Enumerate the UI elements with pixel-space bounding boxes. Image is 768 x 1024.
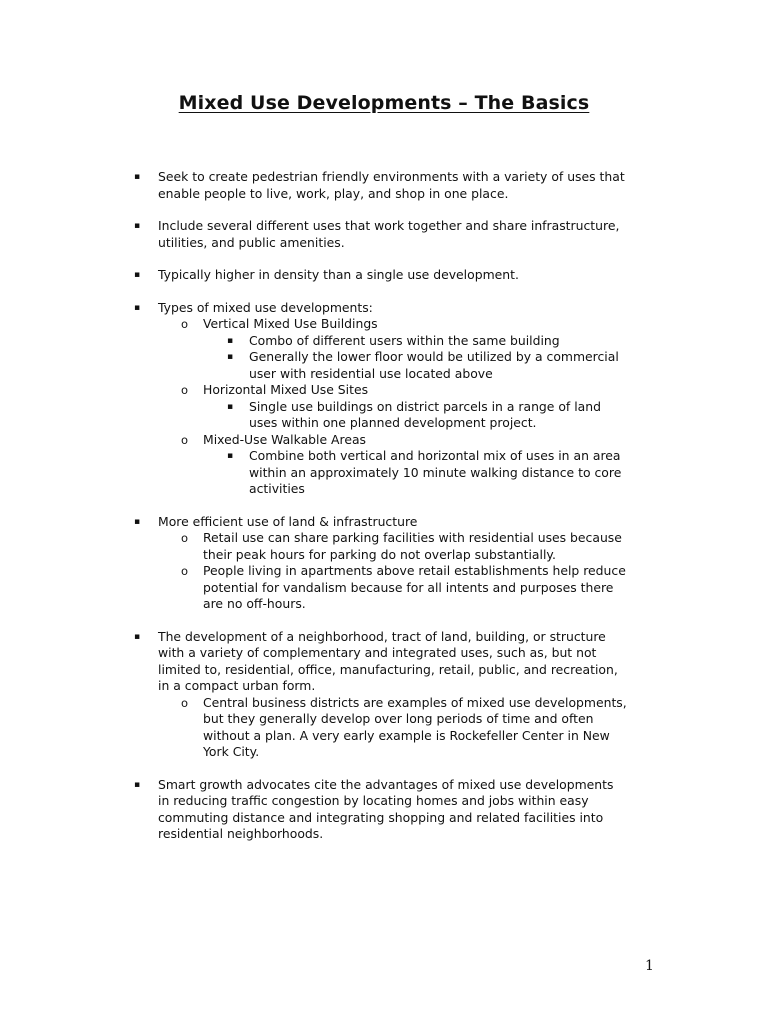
bullet-text: Combo of different users within the same building bbox=[249, 332, 560, 348]
square-bullet-marker: ▪ bbox=[134, 172, 141, 182]
sub-bullet-item bbox=[0, 432, 637, 449]
bullet-text: More efficient use of land & infrastructure bbox=[158, 513, 418, 529]
document-body bbox=[0, 169, 768, 843]
bullet-text: Vertical Mixed Use Buildings bbox=[203, 316, 378, 331]
sub-sub-bullet-item bbox=[0, 448, 629, 498]
square-bullet-marker: ▪ bbox=[227, 335, 234, 346]
circle-bullet-marker: o bbox=[181, 432, 189, 447]
page-number: 1 bbox=[645, 958, 654, 974]
square-bullet-marker: ▪ bbox=[227, 401, 234, 412]
circle-bullet-marker: o bbox=[181, 695, 189, 710]
sub-bullet-item bbox=[0, 530, 637, 563]
bullet-text: Typically higher in density than a single use development. bbox=[158, 267, 519, 282]
bullet-item bbox=[0, 169, 628, 202]
sub-bullet-item bbox=[0, 695, 637, 761]
bullet-item bbox=[0, 267, 628, 284]
bullet-text: Combine both vertical and horizontal mix of uses in an area within an approximately 10 minute walking distance to core activities bbox=[249, 448, 622, 496]
bullet-item bbox=[0, 629, 628, 695]
bullet-text: The development of a neighborhood, tract of land, building, or structure with a variety of complementary and integrated uses, such as, but not limited to, residential, office, manufacturing, retail, public, and recreation, in a compact urban form. bbox=[158, 628, 618, 693]
bullet-text: Horizontal Mixed Use Sites bbox=[203, 382, 369, 397]
page-title: Mixed Use Developments – The Basics bbox=[178, 92, 590, 114]
bullet-text: Mixed-Use Walkable Areas bbox=[203, 431, 367, 447]
square-bullet-marker: ▪ bbox=[227, 451, 234, 461]
bullet-text: Include several different uses that work together and share infrastructure, utilities, and public amenities. bbox=[158, 218, 620, 250]
sub-sub-bullet-item bbox=[0, 399, 629, 432]
square-bullet-marker: ▪ bbox=[134, 779, 141, 790]
sub-bullet-item bbox=[0, 316, 637, 333]
bullet-item bbox=[0, 777, 628, 843]
bullet-item bbox=[0, 514, 628, 531]
circle-bullet-marker: o bbox=[181, 317, 189, 331]
sub-bullet-item bbox=[0, 563, 637, 613]
bullet-item bbox=[0, 218, 628, 251]
square-bullet-marker: ▪ bbox=[134, 631, 141, 642]
square-bullet-marker: ▪ bbox=[134, 302, 141, 313]
square-bullet-marker: ▪ bbox=[134, 270, 141, 280]
sub-sub-bullet-item bbox=[0, 349, 629, 382]
bullet-text: Central business districts are examples of mixed use developments, but they generally develop over long periods of time and often without a plan. A very early example is Rockefeller Center in New York City. bbox=[203, 694, 627, 759]
circle-bullet-marker: o bbox=[181, 531, 189, 545]
bullet-text: Retail use can share parking facilities with residential uses because their peak hours for parking do not overlap substantially. bbox=[203, 530, 622, 562]
bullet-item bbox=[0, 300, 628, 317]
sub-bullet-item bbox=[0, 382, 637, 399]
sub-sub-bullet-item bbox=[0, 333, 629, 350]
bullet-text: Seek to create pedestrian friendly environments with a variety of uses that enable people to live, work, play, and shop in one place. bbox=[158, 169, 625, 201]
bullet-text: People living in apartments above retail establishments help reduce potential for vandalism because for all intents and purposes there are no off-hours. bbox=[203, 563, 626, 611]
square-bullet-marker: ▪ bbox=[134, 516, 141, 527]
circle-bullet-marker: o bbox=[181, 564, 189, 578]
circle-bullet-marker: o bbox=[181, 383, 189, 397]
square-bullet-marker: ▪ bbox=[227, 352, 234, 362]
bullet-text: Single use buildings on district parcels in a range of land uses within one planned development project. bbox=[249, 398, 601, 430]
bullet-text: Generally the lower floor would be utilized by a commercial user with residential use located above bbox=[249, 349, 619, 381]
square-bullet-marker: ▪ bbox=[134, 221, 141, 231]
bullet-text: Types of mixed use developments: bbox=[158, 299, 373, 315]
bullet-text: Smart growth advocates cite the advantages of mixed use developments in reducing traffic congestion by locating homes and jobs within easy commuting distance and integrating shopping and related facilities into residential neighborhoods. bbox=[158, 776, 614, 841]
